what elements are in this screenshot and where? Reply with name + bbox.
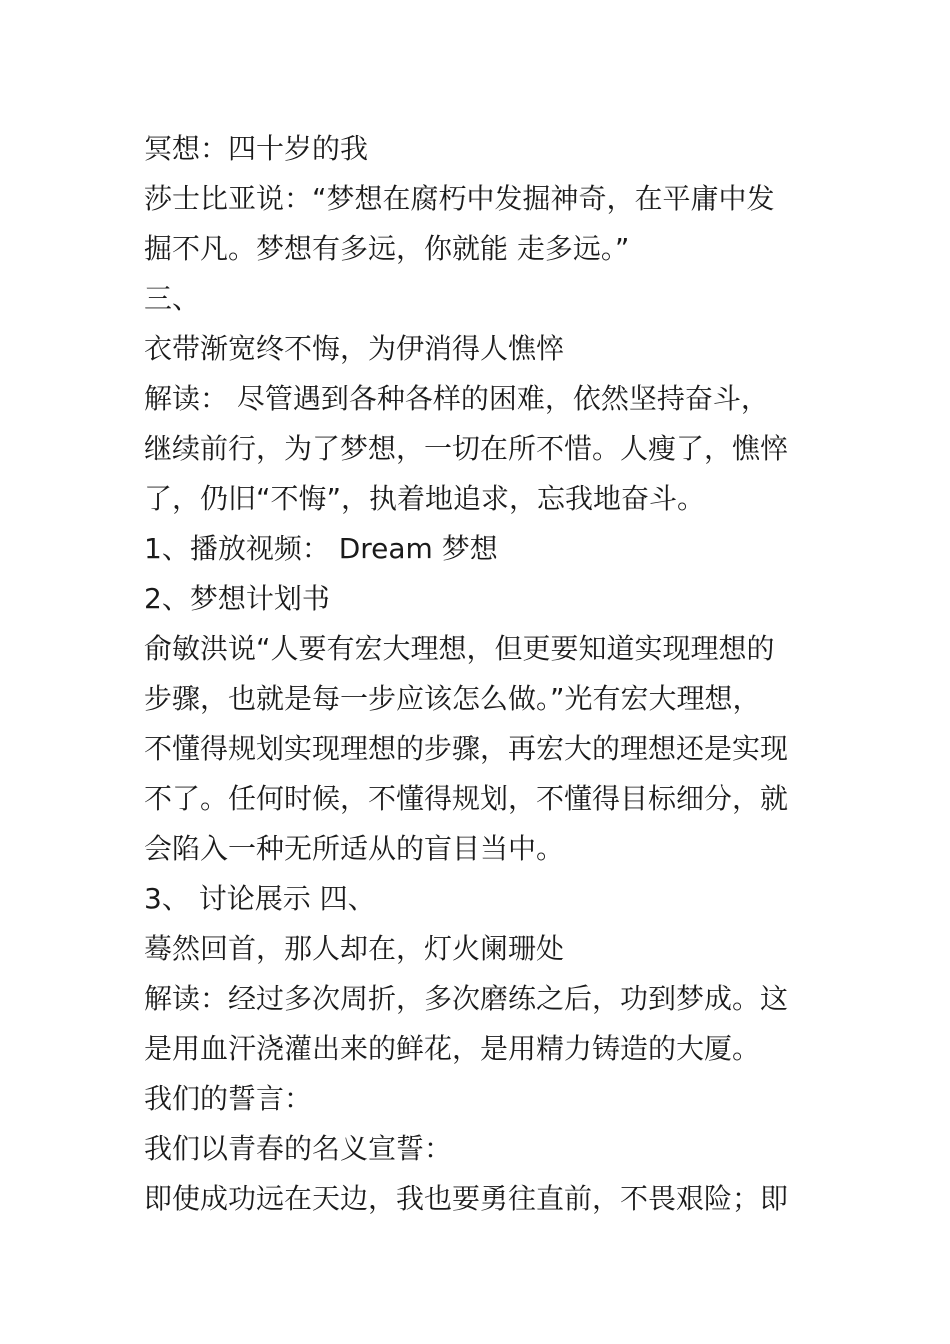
- section-number-three: 三、: [144, 282, 201, 315]
- text-line: 不懂得规划实现理想的步骤，再宏大的理想还是实现: [144, 732, 789, 765]
- text-line: 继续前行，为了梦想，一切在所不惜。人瘦了，憔悴: [144, 432, 789, 465]
- text-line: 不了。任何时候，不懂得规划，不懂得目标细分，就: [144, 782, 789, 815]
- text-line: 掘不凡。梦想有多远，你就能 走多远。”: [144, 232, 630, 265]
- poem-line: 衣带渐宽终不悔，为伊消得人憔悴: [144, 332, 565, 365]
- poem-line: 蓦然回首，那人却在，灯火阑珊处: [144, 932, 565, 965]
- heading-oath: 我们的誓言：: [144, 1082, 313, 1115]
- list-item: 1、播放视频： Dream 梦想: [144, 532, 498, 565]
- list-item: 3、 讨论展示 四、: [144, 882, 376, 915]
- text-line: 莎士比亚说：“梦想在腐朽中发掘神奇，在平庸中发: [144, 182, 775, 215]
- text-line: 我们以青春的名义宣誓：: [144, 1132, 453, 1165]
- list-item: 2、梦想计划书: [144, 582, 330, 615]
- text-line: 了，仍旧“不悔”，执着地追求，忘我地奋斗。: [144, 482, 706, 515]
- text-line: 即使成功远在天边，我也要勇往直前，不畏艰险；即: [144, 1182, 789, 1215]
- text-line: 俞敏洪说“人要有宏大理想，但更要知道实现理想的: [144, 632, 775, 665]
- text-line: 会陷入一种无所适从的盲目当中。: [144, 832, 565, 865]
- text-line: 解读：经过多次周折，多次磨练之后，功到梦成。这: [144, 982, 789, 1015]
- text-line: 是用血汗浇灌出来的鲜花，是用精力铸造的大厦。: [144, 1032, 761, 1065]
- heading-meditation: 冥想：四十岁的我: [144, 132, 369, 165]
- document-body: [144, 124, 816, 1224]
- text-line: 步骤，也就是每一步应该怎么做。”光有宏大理想，: [144, 682, 761, 715]
- text-line: 解读： 尽管遇到各种各样的困难，依然坚持奋斗，: [144, 382, 769, 415]
